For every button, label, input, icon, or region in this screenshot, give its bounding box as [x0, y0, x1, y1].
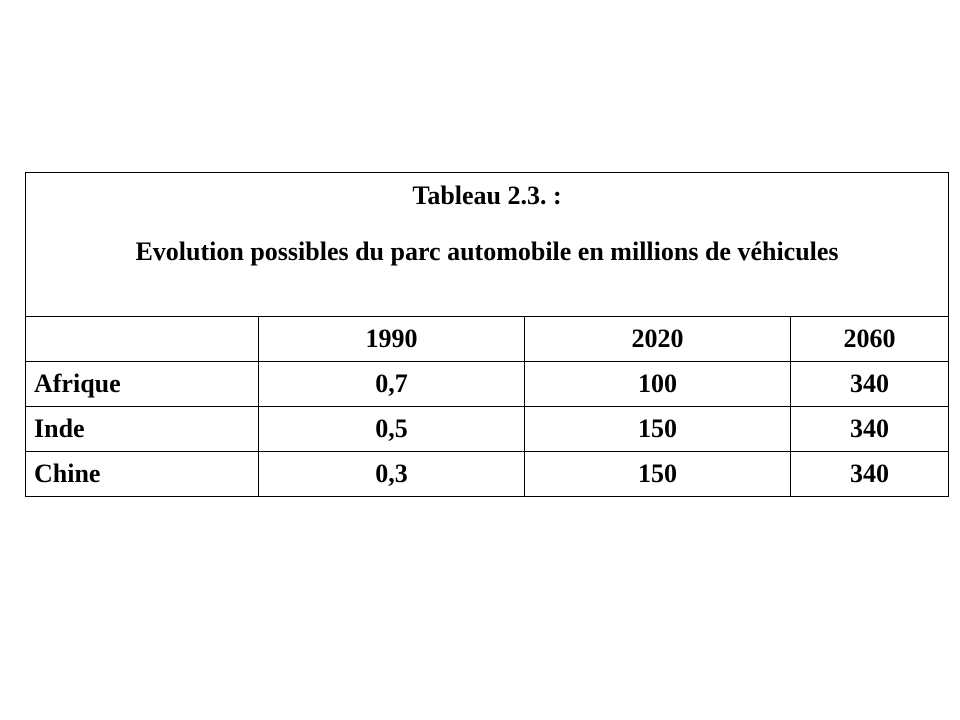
table-caption-row: [26, 173, 949, 317]
cell-value: 150: [525, 452, 791, 497]
table-row: [26, 362, 949, 407]
row-label-inde: Inde: [26, 407, 259, 452]
header-year-2060: 2060: [791, 317, 949, 362]
header-year-2020: 2020: [525, 317, 791, 362]
cell-value: 0,5: [259, 407, 525, 452]
row-label-chine: Chine: [26, 452, 259, 497]
cell-value: 340: [791, 407, 949, 452]
table-number: Tableau 2.3. :: [412, 181, 562, 210]
table-row: [26, 452, 949, 497]
cell-value: 0,3: [259, 452, 525, 497]
table-title: Evolution possibles du parc automobile en millions de véhicules: [135, 237, 839, 266]
header-empty-cell: [26, 317, 259, 362]
cell-value: 340: [791, 452, 949, 497]
row-label-afrique: Afrique: [26, 362, 259, 407]
cell-value: 340: [791, 362, 949, 407]
table-header-row: [26, 317, 949, 362]
cell-value: 0,7: [259, 362, 525, 407]
table-caption: [26, 173, 949, 317]
vehicle-fleet-table: [25, 172, 949, 497]
cell-value: 150: [525, 407, 791, 452]
header-year-1990: 1990: [259, 317, 525, 362]
data-table-container: [25, 172, 948, 497]
cell-value: 100: [525, 362, 791, 407]
table-row: [26, 407, 949, 452]
